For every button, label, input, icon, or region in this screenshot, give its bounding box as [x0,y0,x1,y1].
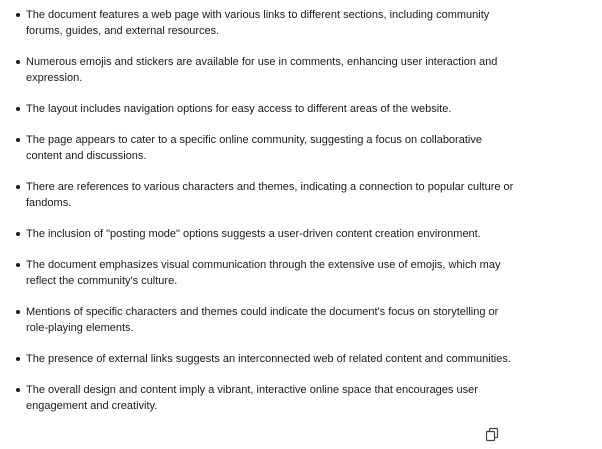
list-item-text: The presence of external links suggests an interconnected web of related content and communities. [26,353,511,365]
list-item-text: The layout includes navigation options for easy access to different areas of the website. [26,103,452,115]
list-item-text: The inclusion of "posting mode" options suggests a user-driven content creation environment. [26,228,481,240]
list-item-text: The overall design and content imply a vibrant, interactive online space that encourages user engagement and creativity. [26,384,478,412]
bullet-icon [16,138,20,142]
bullet-icon [16,263,20,267]
list-item [0,7,520,39]
bullet-icon [16,185,20,189]
list-item [0,257,520,289]
bullet-icon [16,357,20,361]
bullet-icon [16,310,20,314]
copy-icon [484,427,500,443]
list-item [0,132,520,164]
list-item [0,101,520,117]
list-item-text: There are references to various characters and themes, indicating a connection to popular culture or fandoms. [26,181,514,209]
copy-button[interactable] [484,427,500,443]
list-item-text: The document emphasizes visual communication through the extensive use of emojis, which may reflect the community's culture. [26,259,501,287]
bullet-icon [16,388,20,392]
list-item [0,226,520,242]
list-item [0,382,520,414]
list-item [0,54,520,86]
list-item-text: Numerous emojis and stickers are available for use in comments, enhancing user interaction and expression. [26,56,498,84]
list-item-text: The document features a web page with various links to different sections, including community forums, guides, and external resources. [26,9,490,37]
bullet-icon [16,232,20,236]
list-item [0,304,520,336]
list-item-text: Mentions of specific characters and themes could indicate the document's focus on storytelling or role-playing elements. [26,306,499,334]
bullet-icon [16,107,20,111]
list-item-text: The page appears to cater to a specific online community, suggesting a focus on collaborative content and discussions. [26,134,482,162]
list-item [0,351,520,367]
bullet-icon [16,13,20,17]
summary-list [0,7,520,429]
bullet-icon [16,60,20,64]
list-item [0,179,520,211]
